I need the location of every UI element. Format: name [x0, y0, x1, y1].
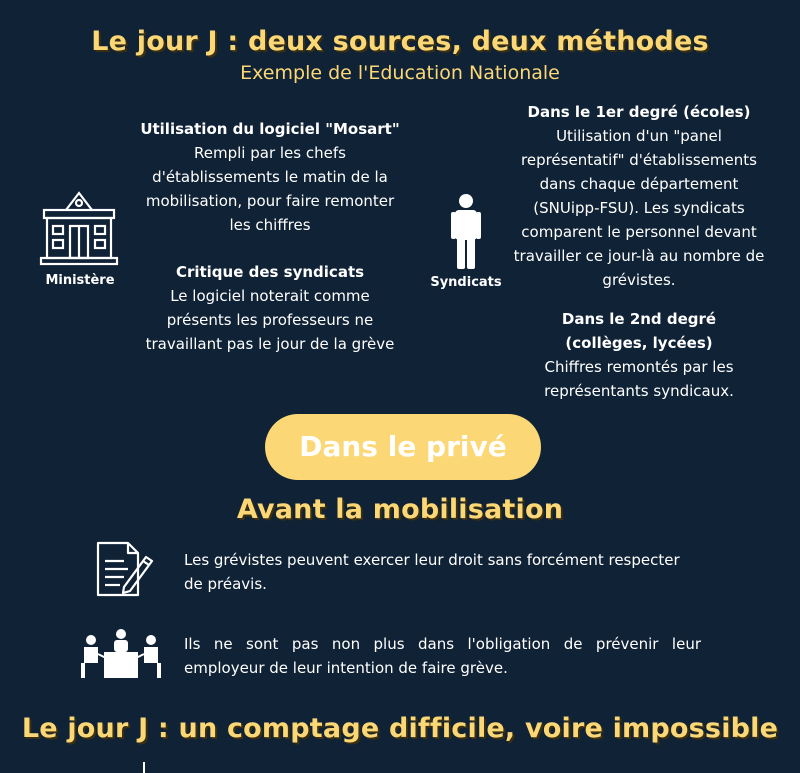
prive-item-2-text	[184, 632, 701, 680]
prive-item-2-line: Ils ne sont pas non plus dans l'obligation de prévenir leur	[184, 635, 701, 653]
syndicats-block-2nd-degre	[500, 307, 778, 403]
syndicats-block1-line: comparent le personnel devant	[521, 223, 757, 241]
meeting-icon	[78, 628, 164, 680]
ministere-block-mosart	[130, 117, 410, 237]
syndicats-block1-line: dans chaque département	[539, 175, 739, 193]
ministere-block1-line: les chiffres	[229, 216, 311, 234]
divider	[143, 762, 145, 773]
prive-item-2-line: employeur de leur intention de faire grève.	[184, 659, 508, 677]
footer-title: Le jour J : un comptage difficile, voire impossible	[21, 713, 779, 744]
ministere-label: Ministère	[45, 273, 115, 288]
document-pen-icon	[94, 541, 156, 599]
syndicats-block2-line: représentants syndicaux.	[544, 382, 734, 400]
ministere-block2-line: travaillant pas le jour de la grève	[145, 335, 395, 353]
ministere-block2-line: Le logiciel noterait comme	[170, 287, 370, 305]
syndicats-block-1er-degre	[500, 100, 778, 292]
syndicats-block1-line: représentatif" d'établissements	[521, 151, 757, 169]
syndicats-block1-title: Dans le 1er degré (écoles)	[527, 103, 751, 121]
syndicats-block2-line: Chiffres remontés par les	[544, 358, 734, 376]
syndicats-block2-title: Dans le 2nd degré	[561, 310, 717, 328]
syndicats-block2-title: (collèges, lycées)	[565, 334, 713, 352]
prive-pill	[265, 414, 541, 480]
ministere-block1-line: mobilisation, pour faire remonter	[145, 192, 395, 210]
prive-pill-label: Dans le privé	[299, 430, 507, 463]
ministere-block2-title: Critique des syndicats	[175, 263, 365, 281]
person-icon	[451, 193, 481, 271]
syndicats-label: Syndicats	[430, 275, 502, 290]
syndicats-block1-line: (SNUipp-FSU). Les syndicats	[533, 199, 745, 217]
ministere-block2-line: présents les professeurs ne	[166, 311, 374, 329]
page-subtitle: Exemple de l'Education Nationale	[240, 62, 560, 84]
ministere-block1-line: Rempli par les chefs	[194, 144, 346, 162]
page-title: Le jour J : deux sources, deux méthodes	[91, 26, 709, 57]
ministere-block1-title: Utilisation du logiciel "Mosart"	[140, 120, 400, 138]
syndicats-block1-line: grévistes.	[602, 271, 676, 289]
building-icon	[38, 190, 120, 270]
syndicats-block1-line: travailler ce jour-là au nombre de	[513, 247, 765, 265]
syndicats-block1-line: Utilisation d'un "panel	[556, 127, 722, 145]
prive-item-1-text	[184, 548, 704, 596]
ministere-block-critique	[130, 260, 410, 356]
prive-item-1-line: de préavis.	[184, 575, 267, 593]
section-title-avant: Avant la mobilisation	[236, 494, 564, 525]
prive-item-1-line: Les grévistes peuvent exercer leur droit sans forcément respecter	[184, 551, 680, 569]
ministere-block1-line: d'établissements le matin de la	[152, 168, 388, 186]
